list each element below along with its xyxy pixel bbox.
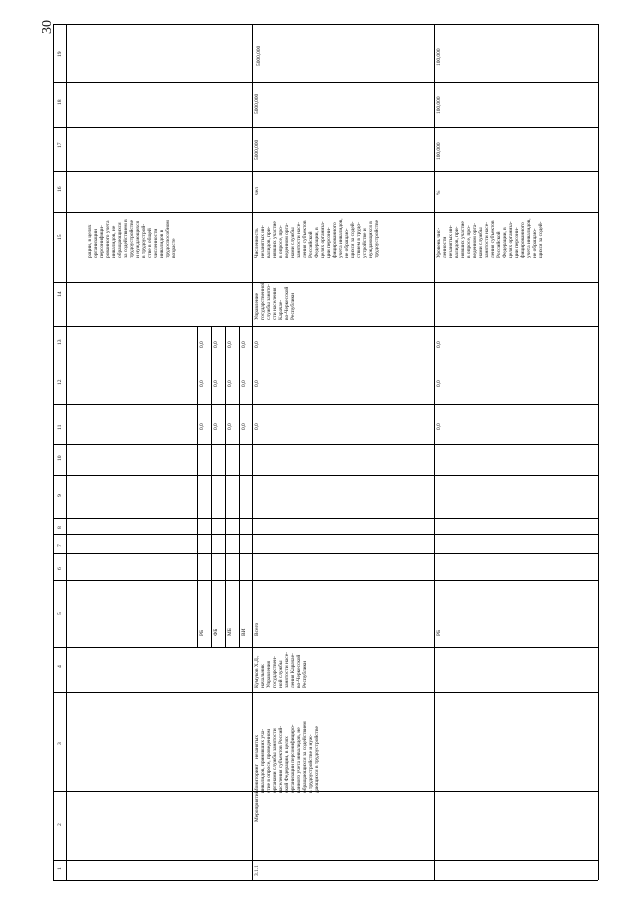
- column-line-14: [53, 647, 598, 648]
- column-line-16: [53, 791, 598, 792]
- row-line-header: [66, 24, 67, 880]
- column-line-10: [53, 518, 598, 519]
- column-line-0: [53, 24, 598, 25]
- column-line-18: [53, 880, 598, 881]
- row-line-top: [53, 24, 54, 880]
- column-line-13: [53, 580, 598, 581]
- column-line-6: [53, 326, 598, 327]
- row-line-3-1-1: [252, 24, 253, 880]
- column-line-8: [53, 444, 598, 445]
- column-line-7: [53, 404, 598, 405]
- column-line-4: [53, 212, 598, 213]
- column-line-12: [53, 553, 598, 554]
- column-line-3: [53, 171, 598, 172]
- source-subrow-line-3: [239, 326, 240, 647]
- column-line-1: [53, 82, 598, 83]
- column-line-17: [53, 860, 598, 861]
- row-line-bottom: [598, 24, 599, 880]
- source-subrow-line-0: [197, 326, 198, 647]
- column-line-5: [53, 282, 598, 283]
- page-number: 30: [40, 20, 55, 34]
- source-subrow-line-2: [225, 326, 226, 647]
- document-page: 30 1 2 3 4 5 6 7 8 9 10 11 12 13 14 15 16 17 18 19 рации, в целях организации персонифици- рованного учета инвалидов, не обращающихся за содействием в трудоустройстве и нуждающихся в трудоустрой- стве в общей численности инвалидов в трудоспособном возрасте 5000,000 РБ 0,0 0,0 0,0 ФБ 0,0 0,0 0,0 МБ 0,0 0,0 0,0 ВИ 0,0 0,0 0,0 3.1.1 Мероприятие Мониторинг незанятых инвалидов, принявших уча- стие в опросе, проведенном органами службы занятости населения субъектов Россий- ской Федерации, в целях организации персонифициро- ванного учета инвалидов, не обращающихся за содействием в трудоустройстве и нуж- дающихся в трудоустройстве Кумуков Х.Д., начальник Управления государствен- ной службы занятости насе- ления Карачае- во-Черкесской Республики Всего 0,0 0,0 0,0 Управление государственной службы занято- сти населения Карачае- во-Черкесской Республики Численность незанятых ин- валидов, при- нявших участие в опросе, про- веденном орга- нами службы занятости насе- ления субъектов Российской Федерации, в целях организа- ции персони- фицированного учета инвалидов, не обращаю- щихся за содей- ствием в трудо- устройстве и нуждающихся в трудоустройстве чел 5000,000 5000,000 РБ 0,0 0,0 0,0 Уровень чис- ленности незанятых ин- валидов, при- нявших участие в опросе, про- веденном орга- нами службы занятости насе- ления субъектов Российской Федерации, в целях организа- ции персони- фицированного учета инвалидов, не обращаю- щихся за содей- % 100,000 100,000 100,000: [0, 0, 640, 905]
- source-subrow-line-1: [211, 326, 212, 647]
- row-line-percent: [434, 24, 435, 880]
- column-line-9: [53, 475, 598, 476]
- column-line-11: [53, 534, 598, 535]
- column-line-2: [53, 127, 598, 128]
- column-line-15: [53, 692, 598, 693]
